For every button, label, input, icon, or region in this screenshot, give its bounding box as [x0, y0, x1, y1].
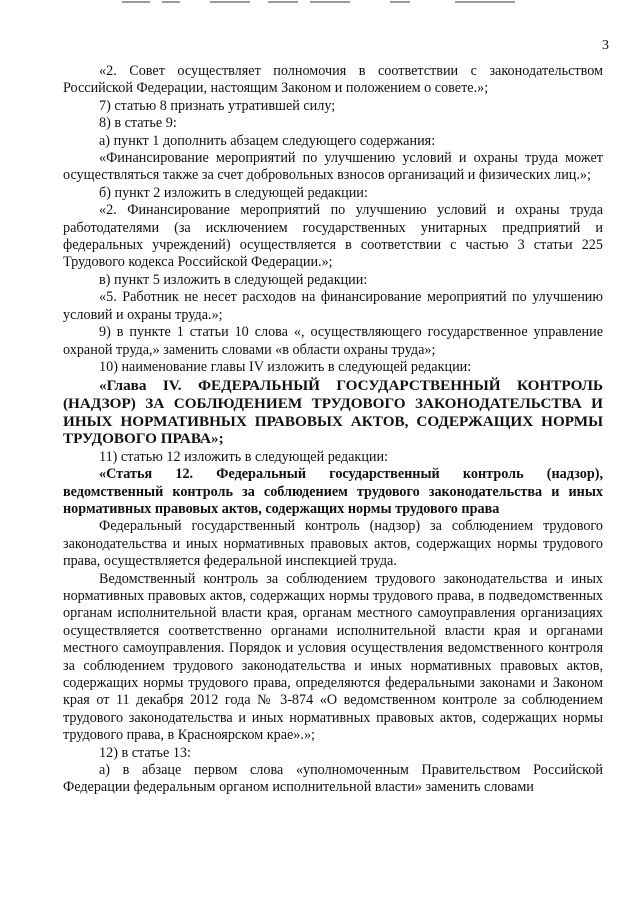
paragraph: 10) наименование главы IV изложить в следующей редакции: [99, 358, 472, 375]
paragraph: «2. Совет осуществляет полномочия в соответствии с законодательством Российской Федерации, настоящим Законом и положением о совете.»; [63, 63, 603, 97]
paragraph: а) пункт 1 дополнить абзацем следующего содержания: [99, 132, 436, 149]
paragraph: 7) статью 8 признать утратившей силу; [99, 97, 336, 114]
page-number: 3 [602, 38, 609, 53]
paragraph: «Финансирование мероприятий по улучшению условий и охраны труда может осуществляться также за счет добровольных взносов организаций и физических лиц.»; [63, 150, 603, 184]
paragraph: б) пункт 2 изложить в следующей редакции: [99, 184, 368, 201]
paragraph: Федеральный государственный контроль (надзор) за соблюдением трудового законодательства и иных нормативных правовых актов, содержащих нормы трудового права, осуществляется федеральной инспекцией труда. [63, 518, 603, 570]
document-body [63, 63, 603, 797]
paragraph: 9) в пункте 1 статьи 10 слова «, осуществляющего государственное управление охраной труда,» заменить словами «в области охраны труда»; [63, 324, 603, 358]
paragraph: «5. Работник не несет расходов на финансирование мероприятий по улучшению условий и охраны труда.»; [63, 289, 603, 323]
paragraph: 11) статью 12 изложить в следующей редакции: [99, 448, 389, 465]
paragraph: 8) в статье 9: [99, 115, 177, 132]
paragraph: «2. Финансирование мероприятий по улучшению условий и охраны труда работодателями (за исключением государственных унитарных предприятий и федеральных учреждений) осуществляется в соответствии с частью 3 статьи 225 Трудового кодекса Российской Федерации.»; [63, 202, 603, 271]
chapter-heading: «Глава IV. ФЕДЕРАЛЬНЫЙ ГОСУДАРСТВЕННЫЙ КОНТРОЛЬ (НАДЗОР) ЗА СОБЛЮДЕНИЕМ ТРУДОВОГО ЗАКОНОДАТЕЛЬСТВА И ИНЫХ НОРМАТИВНЫХ ПРАВОВЫХ АКТОВ, СОДЕРЖАЩИХ НОРМЫ ТРУДОВОГО ПРАВА»; [63, 377, 603, 448]
scan-artifact-marks [60, 0, 580, 6]
paragraph: в) пункт 5 изложить в следующей редакции: [99, 271, 368, 288]
paragraph: Ведомственный контроль за соблюдением трудового законодательства и иных нормативных правовых актов, содержащих нормы трудового права, в подведомственных органам исполнительной власти края, органам местного самоуправления организациях осуществляется соответственно органами исполнительной власти края и органами местного самоуправления. Порядок и условия осуществления ведомственного контроля за соблюдением трудового законодательства и иных нормативных правовых актов, содержащих нормы трудового права, определяются федеральными законами и Законом края от 11 декабря 2012 года № 3-874 «О ведомственном контроле за соблюдением трудового законодательства и иных нормативных правовых актов, содержащих нормы трудового права, в Красноярском крае».»; [63, 570, 603, 744]
paragraph: 12) в статье 13: [99, 744, 191, 761]
paragraph: а) в абзаце первом слова «уполномоченным Правительством Российской Федерации федеральным органом исполнительной власти» заменить словами [63, 762, 603, 796]
article-heading: «Статья 12. Федеральный государственный контроль (надзор), ведомственный контроль за соблюдением трудового законодательства и иных нормативных правовых актов, содержащих нормы трудового права [63, 466, 603, 517]
